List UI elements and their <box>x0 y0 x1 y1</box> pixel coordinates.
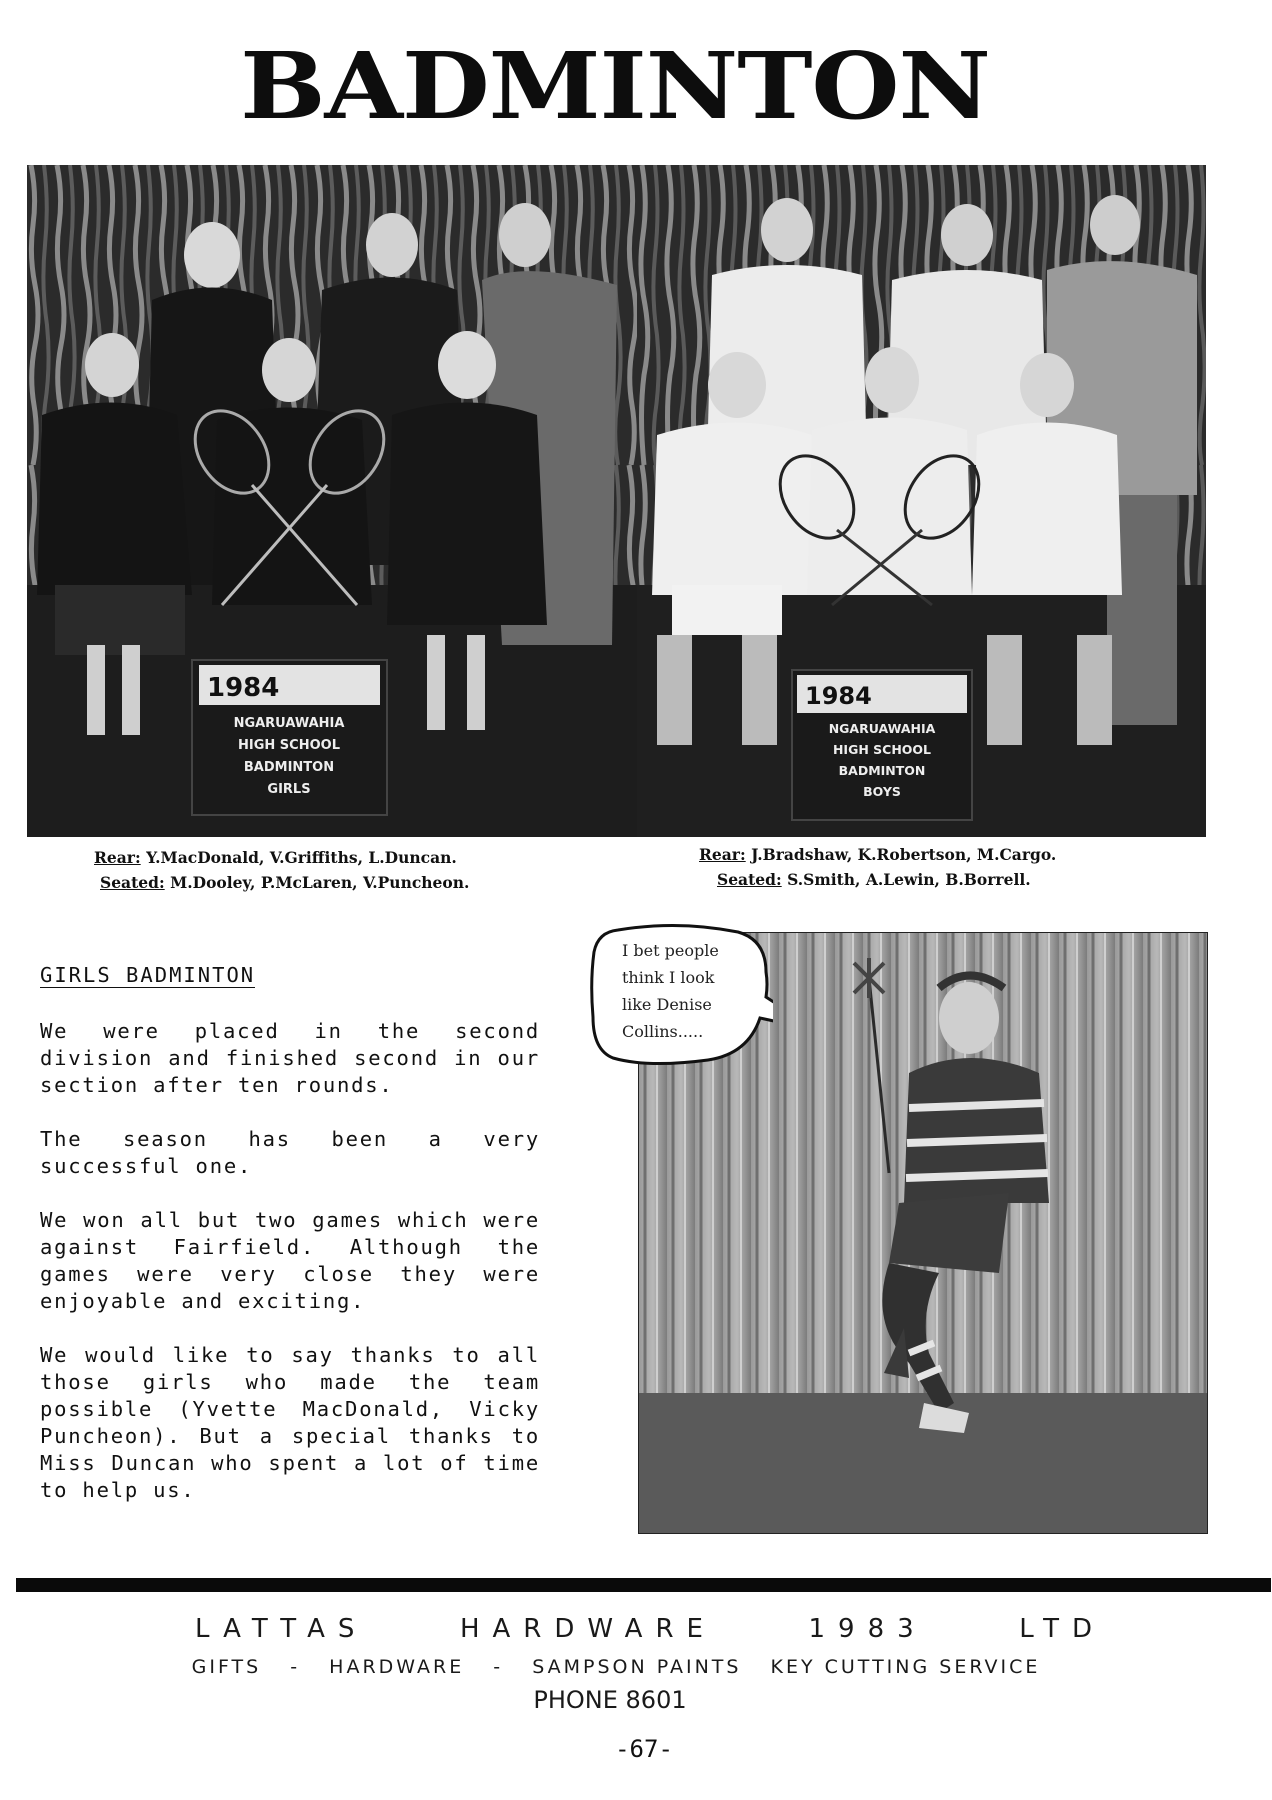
advert-service: HARDWARE <box>329 1656 465 1678</box>
boys-sign-line1: NGARUAWAHIA <box>828 721 936 736</box>
boys-sign-line3: BADMINTON <box>838 763 926 778</box>
bubble-line: like Denise <box>622 995 712 1014</box>
advert-business-name <box>14 1614 1272 1644</box>
article-paragraph: We were placed in the second division and finished second in our section after ten rounds. <box>40 1019 540 1097</box>
girls-caption-seated <box>94 870 469 895</box>
advert-name-part: HARDWARE <box>459 1614 716 1644</box>
girls-badminton-article <box>40 962 540 1531</box>
boys-seated-names: S.Smith, A.Lewin, B.Borrell. <box>787 870 1031 889</box>
boys-caption-seated <box>699 867 1056 892</box>
girls-caption-rear <box>94 845 469 870</box>
boys-sign-year: 1984 <box>805 682 872 710</box>
boys-sign-line2: HIGH SCHOOL <box>832 742 932 757</box>
boys-seated-label: Seated: <box>717 870 782 889</box>
girls-photo-caption <box>94 845 469 895</box>
page-title: BADMINTON <box>240 32 990 140</box>
advert-separator: - <box>290 1656 301 1678</box>
girls-rear-label: Rear: <box>94 848 141 867</box>
girls-seated-names: M.Dooley, P.McLaren, V.Puncheon. <box>170 873 470 892</box>
girls-sign-line2: HIGH SCHOOL <box>238 738 340 753</box>
article-paragraph: The season has been a very successful one. <box>40 1127 540 1178</box>
boys-rear-label: Rear: <box>699 845 746 864</box>
advert-services <box>0 1656 1252 1678</box>
article-paragraph: We would like to say thanks to all those girls who made the team possible (Yvette MacDonald, Vicky Puncheon). But a special thanks to Miss Duncan who spent a lot of time to help us. <box>40 1343 540 1502</box>
advert-service: SAMPSON PAINTS <box>532 1656 742 1678</box>
girls-sign-line3: BADMINTON <box>243 760 335 775</box>
boys-team-photo <box>637 165 1206 837</box>
advert-service: GIFTS <box>191 1656 262 1678</box>
divider-rule <box>16 1578 1271 1592</box>
boys-rear-names: J.Bradshaw, K.Robertson, M.Cargo. <box>751 845 1057 864</box>
boys-photo-caption <box>699 842 1056 892</box>
boys-sign-line4: BOYS <box>863 784 901 799</box>
article-heading: GIRLS BADMINTON <box>40 963 256 987</box>
girls-sign-year: 1984 <box>207 673 280 703</box>
bubble-line: Collins..... <box>622 1022 704 1041</box>
girls-team-photo <box>27 165 637 837</box>
speech-bubble-text <box>622 937 772 1045</box>
bubble-line: I bet people <box>622 941 719 960</box>
article-paragraph: We won all but two games which were against Fairfield. Although the games were very close they were enjoyable and exciting. <box>40 1208 540 1313</box>
girls-sign-line4: GIRLS <box>267 782 311 797</box>
advert-name-part: LTD <box>1019 1614 1105 1644</box>
boys-caption-rear <box>699 842 1056 867</box>
advert-separator: - <box>493 1656 504 1678</box>
girls-sign-line1: NGARUAWAHIA <box>233 716 345 731</box>
advert-name-part: 1983 <box>808 1614 927 1644</box>
girls-seated-label: Seated: <box>100 873 165 892</box>
advert-name-part: LATTAS <box>194 1614 368 1644</box>
page-number: -67- <box>615 1735 673 1763</box>
girls-rear-names: Y.MacDonald, V.Griffiths, L.Duncan. <box>146 848 457 867</box>
advert-phone: PHONE 8601 <box>533 1686 687 1714</box>
advert-service: KEY CUTTING SERVICE <box>770 1656 1041 1678</box>
bubble-line: think I look <box>622 968 715 987</box>
